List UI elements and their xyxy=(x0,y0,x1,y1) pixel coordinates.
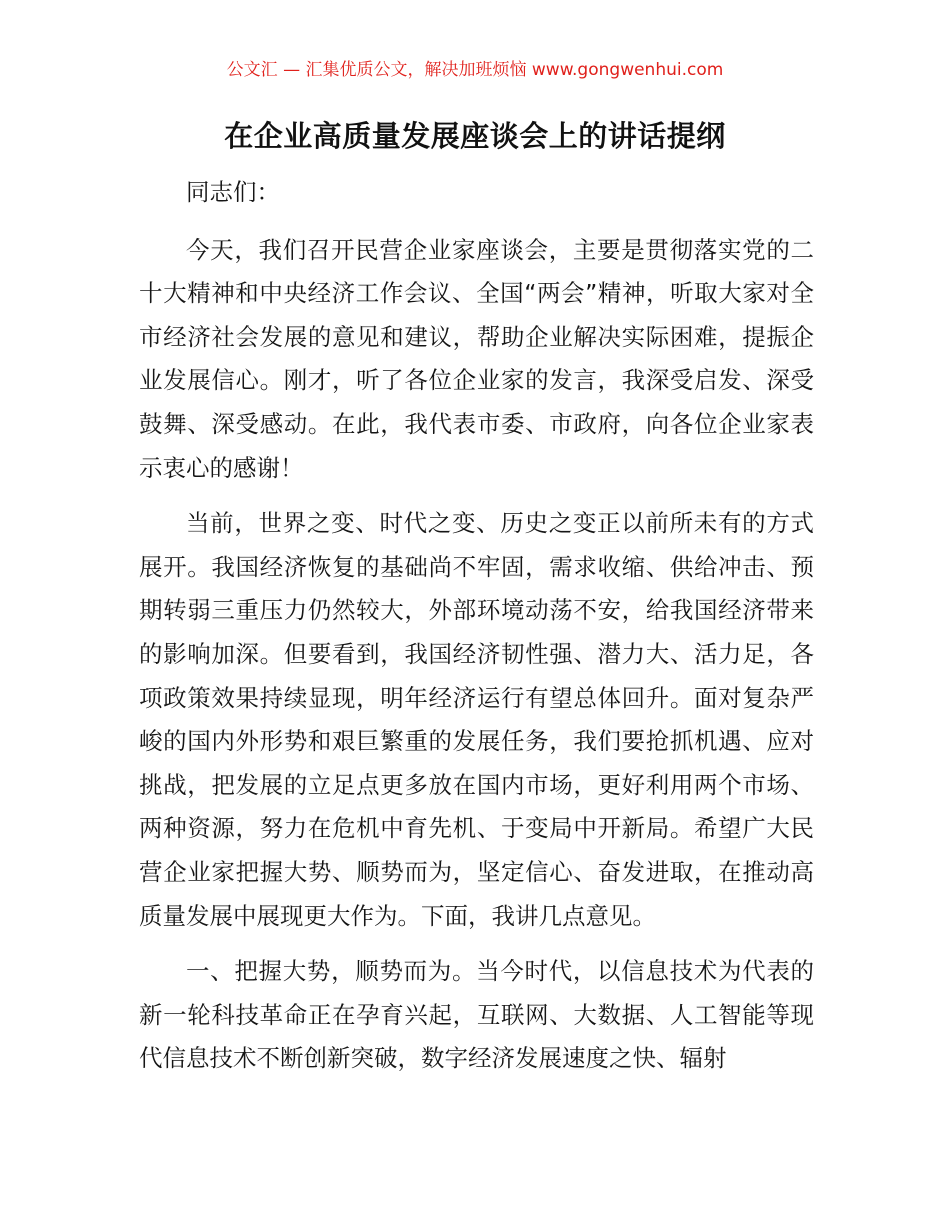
paragraph-2: 当前，世界之变、时代之变、历史之变正以前所未有的方式展开。我国经济恢复的基础尚不牢固，需求收缩、供给冲击、预期转弱三重压力仍然较大，外部环境动荡不安，给我国经济带来的影响加深。但要看到，我国经济韧性强、潜力大、活力足，各项政策效果持续显现，明年经济运行有望总体回升。面对复杂严峻的国内外形势和艰巨繁重的发展任务，我们要抢抓机遇、应对挑战，把发展的立足点更多放在国内市场，更好利用两个市场、两种资源，努力在危机中育先机、于变局中开新局。希望广大民营企业家把握大势、顺势而为，坚定信心、奋发进取，在推动高质量发展中展现更大作为。下面，我讲几点意见。 xyxy=(139,509,814,930)
salutation: 同志们： xyxy=(186,178,280,206)
paragraph-1: 今天，我们召开民营企业家座谈会，主要是贯彻落实党的二十大精神和中央经济工作会议、全国“两会”精神，听取大家对全市经济社会发展的意见和建议，帮助企业解决实际困难，提振企业发展信心。刚才，听了各位企业家的发言，我深受启发、深受鼓舞、深受感动。在此，我代表市委、市政府，向各位企业家表示衷心的感谢！ xyxy=(139,235,814,482)
document-title: 在企业高质量发展座谈会上的讲话提纲 xyxy=(224,119,726,153)
paragraph-3: 一、把握大势，顺势而为。当今时代，以信息技术为代表的新一轮科技革命正在孕育兴起，互联网、大数据、人工智能等现代信息技术不断创新突破，数字经济发展速度之快、辐射 xyxy=(139,957,814,1073)
site-banner: 公文汇 — 汇集优质公文，解决加班烦恼 www.gongwenhui.com xyxy=(226,60,724,80)
document-body xyxy=(139,171,814,1081)
